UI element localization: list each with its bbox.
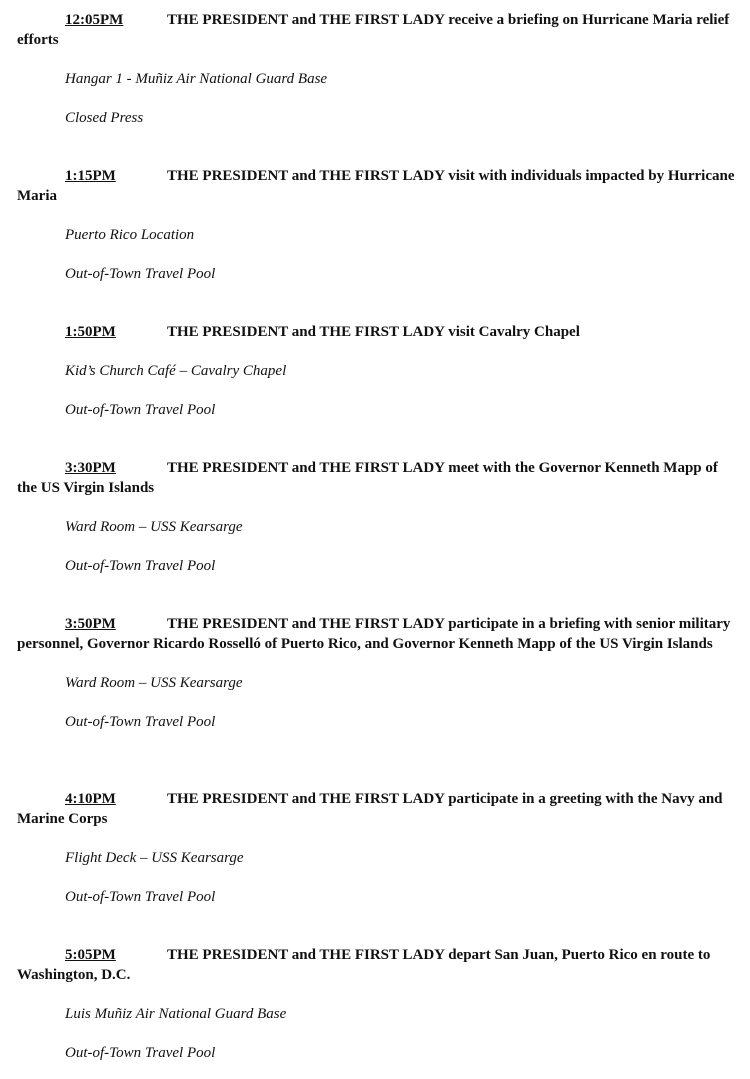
event-description: THE PRESIDENT and THE FIRST LADY participate in a greeting with the Navy and Marine Corps — [17, 791, 723, 827]
event-location: Luis Muñiz Air National Guard Base — [65, 1006, 287, 1022]
schedule-entry — [17, 322, 739, 420]
event-location: Puerto Rico Location — [65, 227, 195, 243]
press-coverage: Out-of-Town Travel Pool — [65, 1045, 216, 1061]
event-time: 1:50PM — [65, 324, 116, 340]
schedule-entry — [17, 10, 739, 128]
event-location: Ward Room – USS Kearsarge — [65, 675, 243, 691]
event-time: 3:30PM — [65, 460, 116, 476]
event-description: THE PRESIDENT and THE FIRST LADY visit with individuals impacted by Hurricane Maria — [17, 168, 735, 204]
event-time: 5:05PM — [65, 947, 116, 963]
schedule-entry — [17, 458, 739, 576]
event-description: THE PRESIDENT and THE FIRST LADY meet with the Governor Kenneth Mapp of the US Virgin Islands — [17, 460, 718, 496]
schedule-entry — [17, 789, 739, 907]
schedule-entry — [17, 945, 739, 1063]
press-coverage: Out-of-Town Travel Pool — [65, 266, 216, 282]
press-coverage: Out-of-Town Travel Pool — [65, 402, 216, 418]
event-time: 4:10PM — [65, 791, 116, 807]
event-heading — [17, 458, 739, 498]
event-heading — [17, 789, 739, 829]
event-location: Ward Room – USS Kearsarge — [65, 519, 243, 535]
event-time: 3:50PM — [65, 616, 116, 632]
press-coverage: Closed Press — [65, 110, 144, 126]
event-time: 12:05PM — [65, 12, 124, 28]
schedule-entry — [17, 614, 739, 732]
event-heading — [17, 10, 739, 50]
event-description: THE PRESIDENT and THE FIRST LADY visit Cavalry Chapel — [167, 324, 580, 340]
event-heading — [17, 166, 739, 206]
event-heading — [17, 614, 739, 654]
event-location: Flight Deck – USS Kearsarge — [65, 850, 244, 866]
event-heading — [17, 945, 739, 985]
event-location: Kid’s Church Café – Cavalry Chapel — [65, 363, 287, 379]
event-heading — [17, 322, 739, 342]
event-description: THE PRESIDENT and THE FIRST LADY depart San Juan, Puerto Rico en route to Washington, D.C. — [17, 947, 711, 983]
event-location: Hangar 1 - Muñiz Air National Guard Base — [65, 71, 328, 87]
event-description: THE PRESIDENT and THE FIRST LADY receive a briefing on Hurricane Maria relief efforts — [17, 12, 730, 48]
event-description: THE PRESIDENT and THE FIRST LADY participate in a briefing with senior military personnel, Governor Ricardo Rosselló of Puerto Rico, and Governor Kenneth Mapp of the US Virgin Islands — [17, 616, 731, 652]
event-time: 1:15PM — [65, 168, 116, 184]
press-coverage: Out-of-Town Travel Pool — [65, 714, 216, 730]
schedule-entry — [17, 166, 739, 284]
press-coverage: Out-of-Town Travel Pool — [65, 889, 216, 905]
press-coverage: Out-of-Town Travel Pool — [65, 558, 216, 574]
